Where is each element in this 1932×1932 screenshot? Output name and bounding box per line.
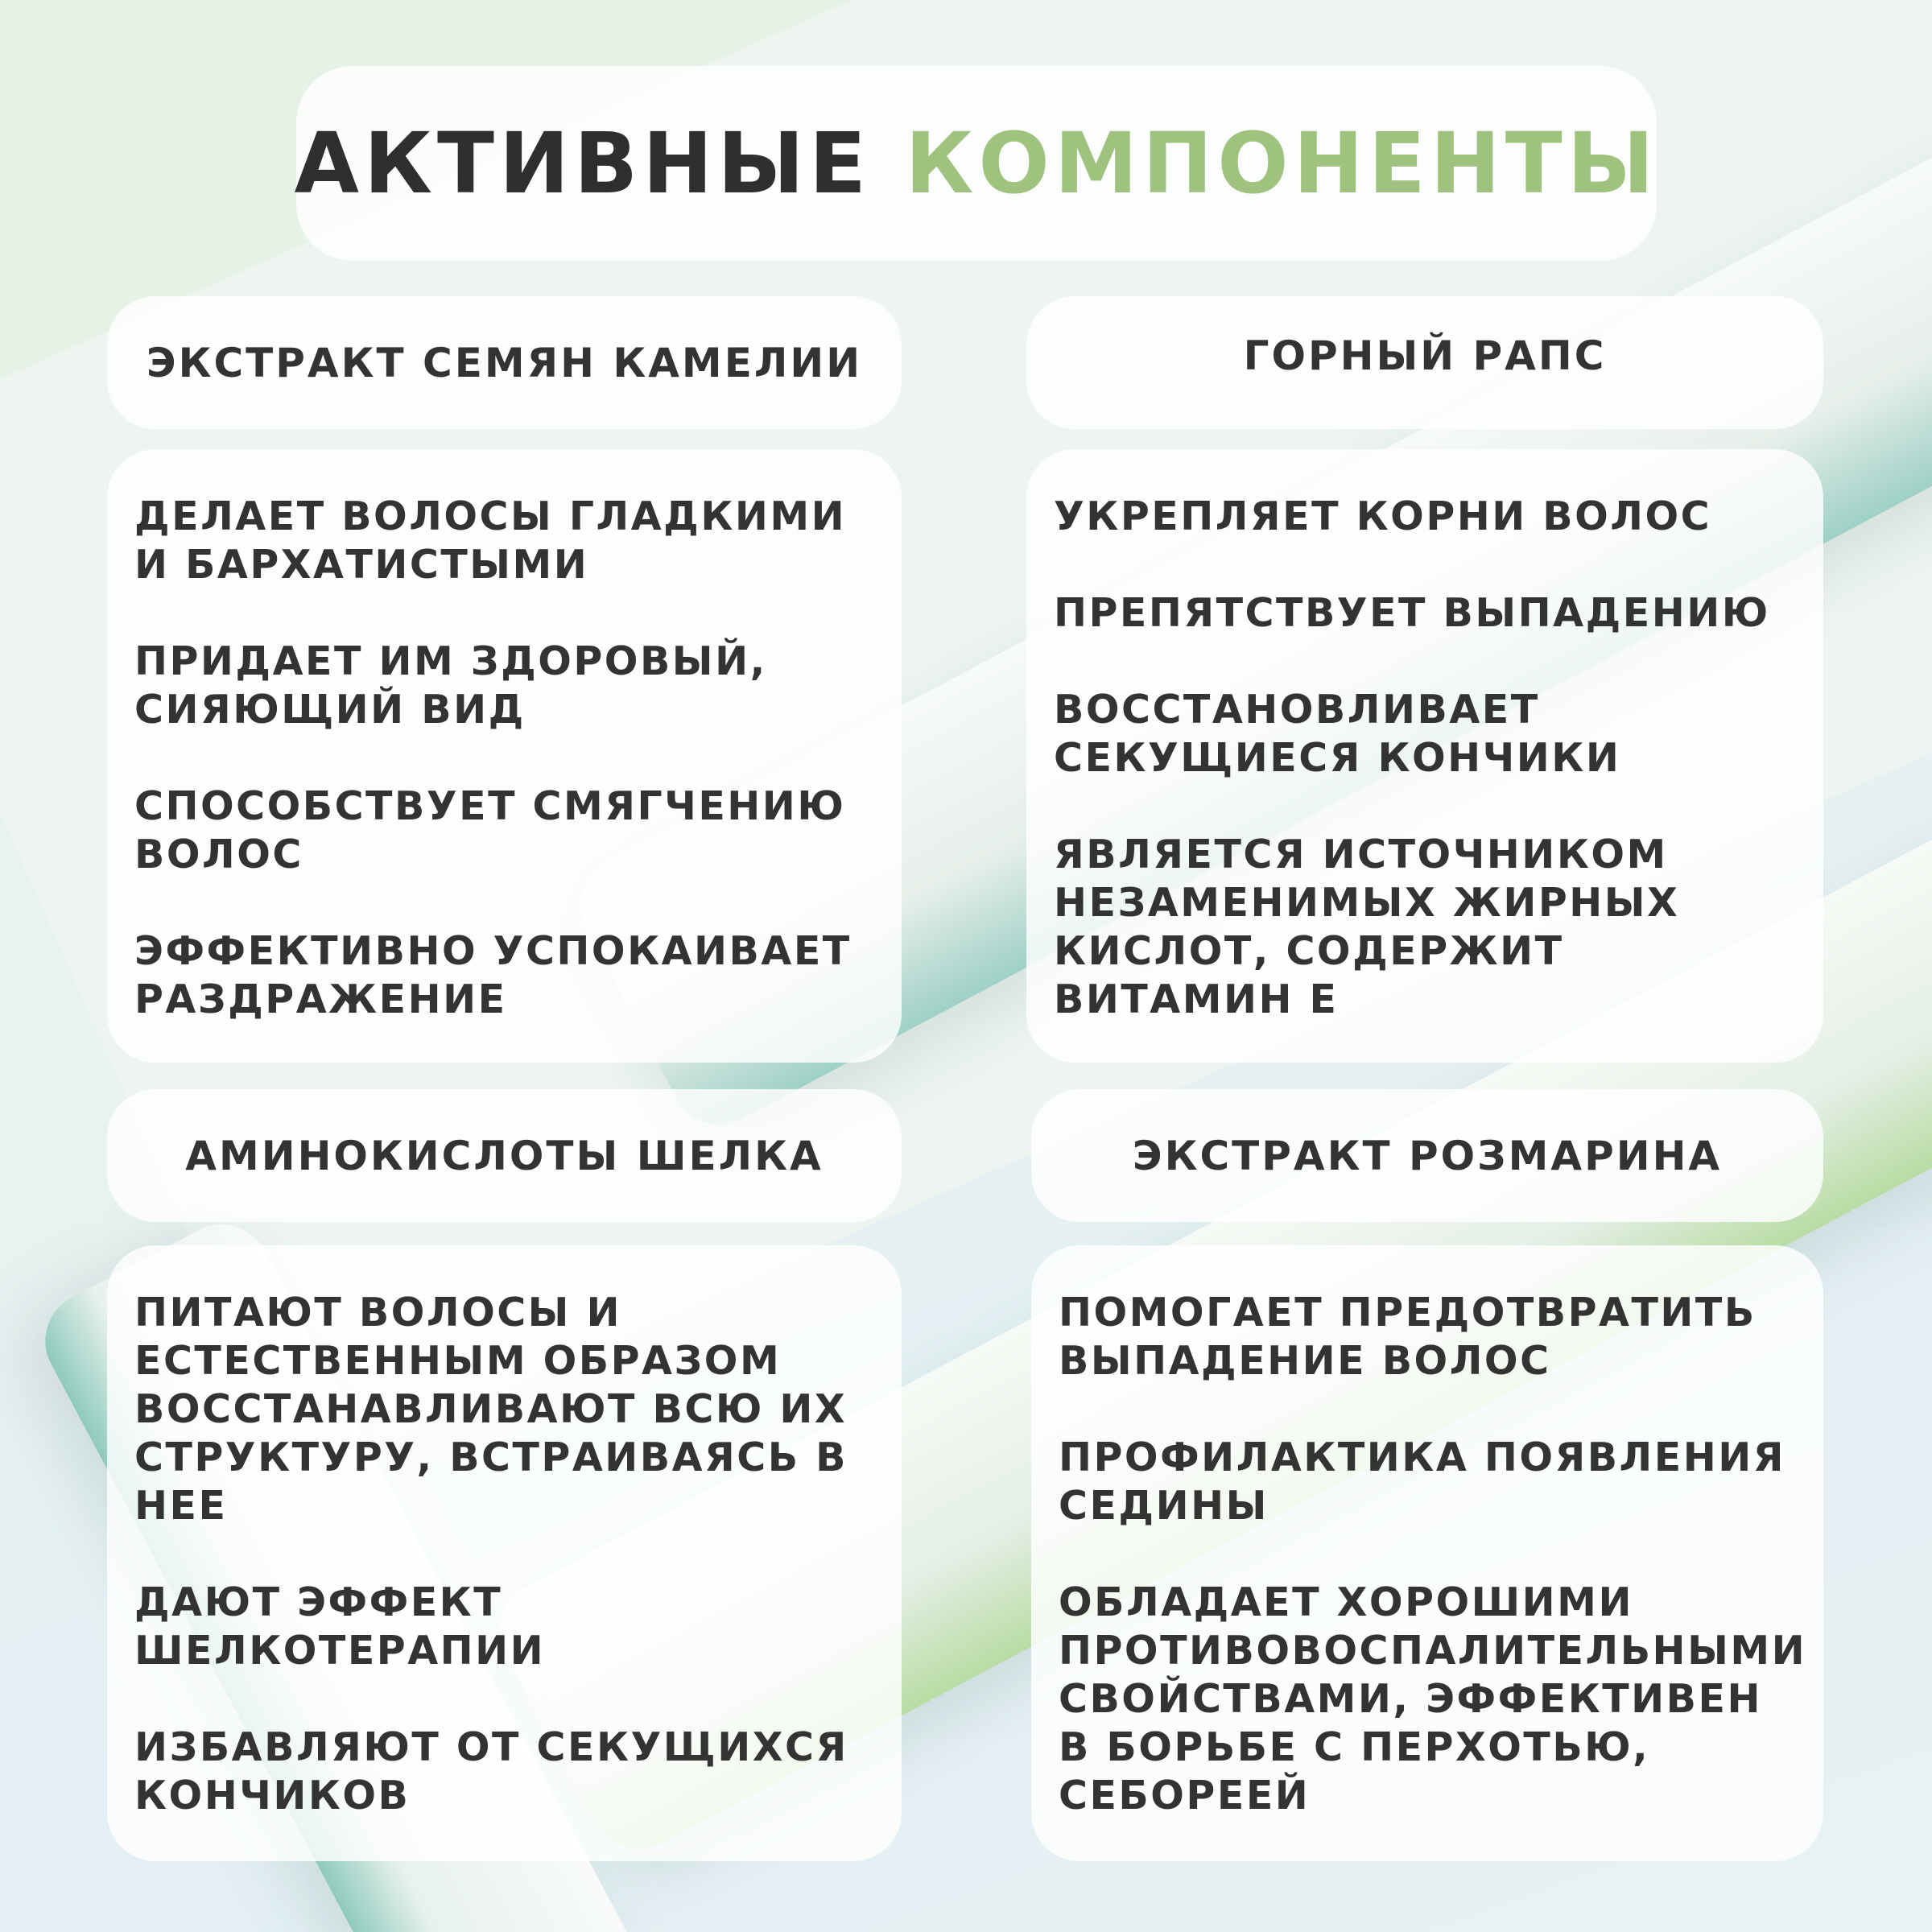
section-list-rosemary <box>1031 1245 1823 1861</box>
list-item: ПРИДАЕТ ИМ ЗДОРОВЫЙ, СИЯЮЩИЙ ВИД <box>134 638 767 733</box>
list-item: УКРЕПЛЯЕТ КОРНИ ВОЛОС <box>1054 493 1712 539</box>
section-list-silk <box>107 1245 902 1861</box>
list-item: ПОМОГАЕТ ПРЕДОТВРАТИТЬ ВЫПАДЕНИЕ ВОЛОС <box>1059 1290 1757 1384</box>
section-heading-camellia: ЭКСТРАКТ СЕМЯН КАМЕЛИИ <box>107 296 902 429</box>
section-heading-silk: АМИНОКИСЛОТЫ ШЕЛКА <box>107 1089 902 1222</box>
list-item: ЯВЛЯЕТСЯ ИСТОЧНИКОМ НЕЗАМЕНИМЫХ ЖИРНЫХ КИСЛОТ, СОДЕРЖИТ ВИТАМИН Е <box>1054 832 1680 1022</box>
title-accent: КОМПОНЕНТЫ <box>905 114 1659 213</box>
list-item: ПРОФИЛАКТИКА ПОЯВЛЕНИЯ СЕДИНЫ <box>1059 1435 1785 1529</box>
section-heading-rosemary: ЭКСТРАКТ РОЗМАРИНА <box>1031 1089 1823 1222</box>
list-item: ПИТАЮТ ВОЛОСЫ И ЕСТЕСТВЕННЫМ ОБРАЗОМ ВОССТАНАВЛИВАЮТ ВСЮ ИХ СТРУКТУРУ, ВСТРАИВАЯСЬ В НЕЕ <box>134 1290 848 1529</box>
list-item: ОБЛАДАЕТ ХОРОШИМИ ПРОТИВОВОСПАЛИТЕЛЬНЫМИ СВОЙСТВАМИ, ЭФФЕКТИВЕН В БОРЬБЕ С ПЕРХОТЬЮ, СЕБОРЕЕЙ <box>1059 1579 1807 1818</box>
list-item: СПОСОБСТВУЕТ СМЯГЧЕНИЮ ВОЛОС <box>134 783 846 877</box>
section-list-camellia <box>107 449 902 1063</box>
list-item: ПРЕПЯТСТВУЕТ ВЫПАДЕНИЮ <box>1054 590 1770 636</box>
list-item: ЭФФЕКТИВНО УСПОКАИВАЕТ РАЗДРАЖЕНИЕ <box>134 928 852 1022</box>
list-item: ДАЮТ ЭФФЕКТ ШЕЛКОТЕРАПИИ <box>134 1579 546 1674</box>
page-title <box>295 114 1659 213</box>
list-item: ДЕЛАЕТ ВОЛОСЫ ГЛАДКИМИ И БАРХАТИСТЫМИ <box>134 493 847 588</box>
title-card <box>296 66 1657 261</box>
title-main: АКТИВНЫЕ <box>294 114 872 213</box>
section-heading-rapeseed: ГОРНЫЙ РАПС <box>1026 296 1823 429</box>
list-item: ВОССТАНОВЛИВАЕТ СЕКУЩИЕСЯ КОНЧИКИ <box>1054 687 1621 781</box>
list-item: ИЗБАВЛЯЮТ ОТ СЕКУЩИХСЯ КОНЧИКОВ <box>134 1724 848 1818</box>
section-list-rapeseed <box>1026 449 1823 1063</box>
